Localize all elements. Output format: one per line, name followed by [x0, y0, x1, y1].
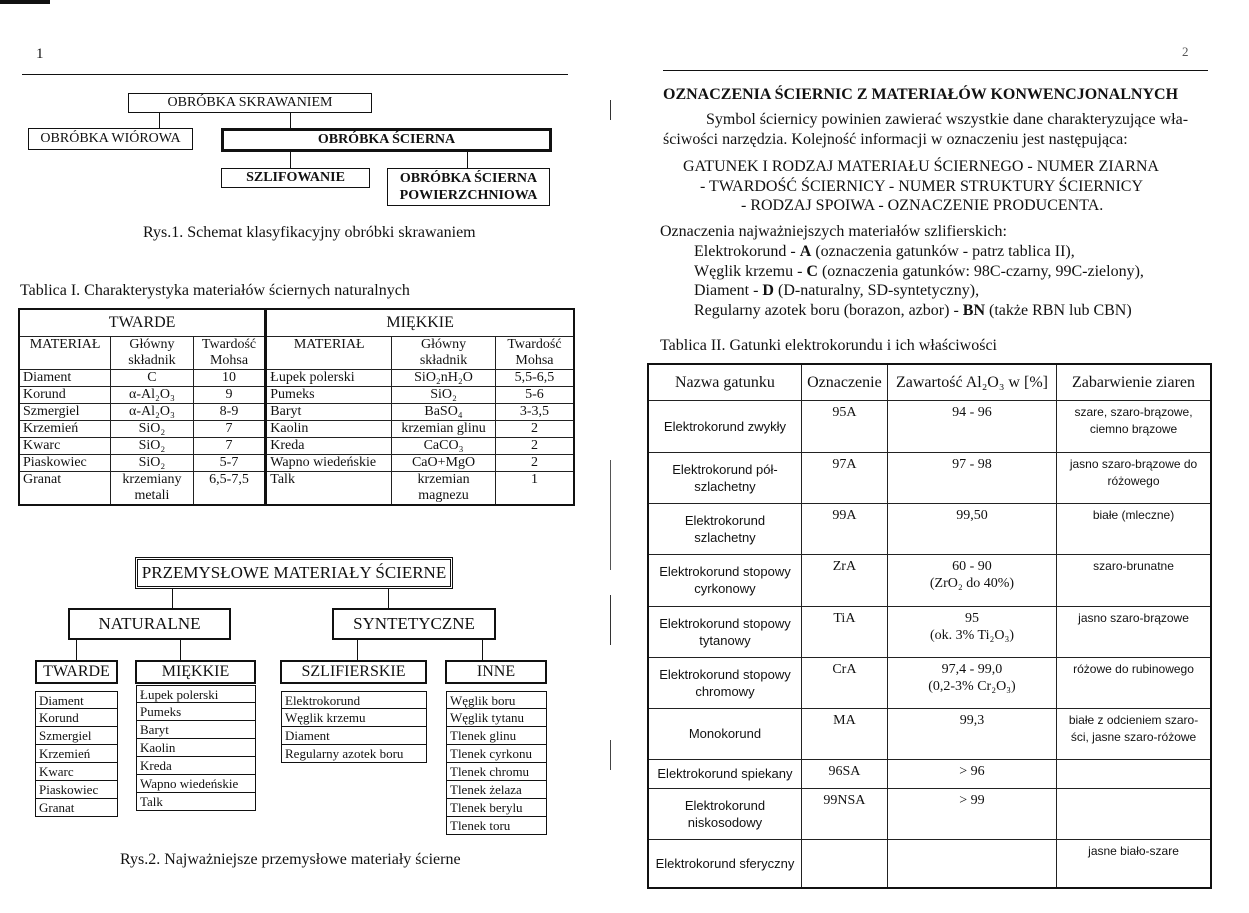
grade-name: Elektrokorund pół-szlachetny: [648, 452, 801, 503]
mark-name: Regularny azotek boru (borazon, azbor) -: [694, 301, 959, 319]
list-item: Elektrokorund: [281, 691, 427, 709]
table1-header-line: Mohsa: [209, 352, 249, 368]
table1-cell: Szmergiel: [19, 403, 111, 420]
table1-header-line: Główny: [420, 336, 467, 352]
grade-content-value: 60 - 90: [952, 558, 992, 574]
fig2-grinding-list: [281, 691, 427, 763]
table2-title: Tablica II. Gatunki elektrokorundu i ich właściwości: [660, 337, 997, 354]
header-rule-left: [22, 74, 568, 75]
grade-content-value: 97 - 98: [952, 456, 992, 472]
mark-note: (oznaczenia gatunków: 98C-czarny, 99C-zielony),: [821, 262, 1144, 280]
grade-content: [887, 657, 1056, 708]
mark-note: (D-naturalny, SD-syntetyczny),: [777, 282, 980, 299]
list-item: Kreda: [136, 757, 256, 775]
table1-cell: 5,5-6,5: [495, 369, 574, 386]
list-item: Kaolin: [136, 739, 256, 757]
table1-cell: SiO₂nH₂O: [392, 369, 496, 386]
grade-color: białe z odcieniem szaro-ści, jasne szaro-różowe: [1057, 708, 1211, 759]
table1-cell: α-Al₂O₃: [111, 386, 194, 403]
table1-group-hard: TWARDE: [19, 309, 266, 336]
mark-item: [694, 242, 1144, 262]
marks-intro: Oznaczenia najważniejszych materiałów szlifierskich:: [660, 223, 1007, 240]
table-row: [648, 452, 1211, 503]
table1-cell: 6,5-7,5: [193, 471, 266, 505]
table-row: [648, 657, 1211, 708]
grade-color: różowe do rubinowego: [1057, 657, 1211, 708]
table-row: [19, 369, 574, 386]
grade-name: Elektrokorund szlachetny: [648, 503, 801, 554]
table1-header-cell: [111, 336, 194, 369]
table1-header-cell: [495, 336, 574, 369]
mark-note: (także RBN lub CBN): [989, 301, 1132, 319]
table1-cell: 2: [495, 420, 574, 437]
list-item: Diament: [35, 691, 118, 709]
list-item: Talk: [136, 793, 256, 811]
table1-cell: 5-6: [495, 386, 574, 403]
grade-color: jasno szaro-brązowe do różowego: [1057, 452, 1211, 503]
table1-header-cell: [193, 336, 266, 369]
table1-header-line: Twardość: [201, 336, 257, 352]
table1-cell: krzemian glinu: [392, 420, 496, 437]
grade-content-value: 94 - 96: [952, 404, 992, 420]
grade-name: Elektrokorund stopowy tytanowy: [648, 606, 801, 657]
table1-cell: 5-7: [193, 454, 266, 471]
right-para-line1: Symbol ściernicy powinien zawierać wszystkie dane charakteryzujące wła-: [706, 111, 1189, 128]
table1-header-cell: [266, 336, 392, 369]
right-heading: OZNACZENIA ŚCIERNIC Z MATERIAŁÓW KONWENCJONALNYCH: [663, 86, 1179, 103]
fig2-caption: Rys.2. Najważniejsze przemysłowe materiały ścierne: [120, 851, 461, 868]
table1-cell: 7: [193, 420, 266, 437]
grade-content-value: > 99: [959, 792, 985, 808]
table1-cell: BaSO₄: [392, 403, 496, 420]
table1-cell: 1: [495, 471, 574, 505]
table1-header-line: MATERIAŁ: [29, 336, 101, 352]
list-item: Tlenek glinu: [446, 727, 547, 745]
list-item: Tlenek berylu: [446, 799, 547, 817]
list-item: Korund: [35, 709, 118, 727]
fig1-child2-box: OBRÓBKA ŚCIERNA POWIERZCHNIOWA: [387, 168, 550, 206]
mark-note: (oznaczenia gatunków - patrz tablica II),: [815, 243, 1075, 260]
table1-header-cell: [19, 336, 111, 369]
table-row: [19, 420, 574, 437]
fig2-other-box: INNE: [445, 660, 547, 684]
table1-cell: Krzemień: [19, 420, 111, 437]
list-item: Regularny azotek boru: [281, 745, 427, 763]
table1-cell: C: [111, 369, 194, 386]
list-item: Tlenek żelaza: [446, 781, 547, 799]
list-item: Baryt: [136, 721, 256, 739]
table1-cell: Baryt: [266, 403, 392, 420]
grade-color: szare, szaro-brązowe, ciemno brązowe: [1057, 400, 1211, 452]
table1-header-line: składnik: [128, 352, 176, 368]
list-item: Węglik krzemu: [281, 709, 427, 727]
grade-name: Elektrokorund zwykły: [648, 400, 801, 452]
table1-header-line: Główny: [129, 336, 175, 352]
table1-header-cell: [392, 336, 496, 369]
table1-cell: krzemiany metali: [111, 471, 194, 505]
table1-cell: Diament: [19, 369, 111, 386]
grade-content: [887, 759, 1056, 788]
grade-name: Monokorund: [648, 708, 801, 759]
fig1-child1-box: SZLIFOWANIE: [221, 168, 370, 188]
list-item: Krzemień: [35, 745, 118, 763]
list-item: Kwarc: [35, 763, 118, 781]
grade-code: MA: [801, 708, 887, 759]
grade-name: Elektrokorund niskosodowy: [648, 788, 801, 839]
table1-cell: Wapno wiedeńskie: [266, 454, 392, 471]
list-item: Wapno wiedeńskie: [136, 775, 256, 793]
mark-name: Elektrokorund -: [694, 243, 796, 260]
fig1-right-box: OBRÓBKA ŚCIERNA: [221, 128, 552, 152]
table2-header-cell: Zabarwienie ziaren: [1057, 364, 1211, 400]
table2-header-cell: Zawartość Al₂O₃ w [%]: [887, 364, 1056, 400]
table-row: [19, 454, 574, 471]
page-divider: [610, 100, 611, 120]
grade-name: Elektrokorund stopowy chromowy: [648, 657, 801, 708]
table-row: [648, 708, 1211, 759]
grade-content-note: (ZrO₂ do 40%): [929, 575, 1015, 591]
list-item: Tlenek cyrkonu: [446, 745, 547, 763]
table1-cell: Pumeks: [266, 386, 392, 403]
grade-content: [887, 788, 1056, 839]
grade-name: Elektrokorund spiekany: [648, 759, 801, 788]
grade-color: [1057, 788, 1211, 839]
fig1-root-box: OBRÓBKA SKRAWANIEM: [128, 93, 372, 113]
fig2-natural-box: NATURALNE: [68, 608, 231, 640]
fig1-caption: Rys.1. Schemat klasyfikacyjny obróbki skrawaniem: [143, 224, 476, 241]
grade-content-value: 95: [964, 610, 979, 626]
fig1-left-box: OBRÓBKA WIÓROWA: [28, 128, 193, 150]
mark-code: BN: [962, 301, 986, 319]
fig2-synthetic-box: SYNTETYCZNE: [332, 608, 496, 640]
table1-cell: α-Al₂O₃: [111, 403, 194, 420]
table-row: [648, 788, 1211, 839]
grade-color: jasno szaro-brązowe: [1057, 606, 1211, 657]
fig2-soft-list: [136, 685, 256, 811]
fig2-grinding-box: SZLIFIERSKIE: [280, 660, 427, 684]
grade-code: 97A: [801, 452, 887, 503]
grade-content-note: (ok. 3% Ti₂O₃): [929, 627, 1014, 643]
table1-cell: SiO₂: [111, 437, 194, 454]
table-row: [19, 403, 574, 420]
grade-color: białe (mleczne): [1057, 503, 1211, 554]
grade-code: 99NSA: [801, 788, 887, 839]
table1-cell: 9: [193, 386, 266, 403]
list-item: Piaskowiec: [35, 781, 118, 799]
table2-header-cell: Nazwa gatunku: [648, 364, 801, 400]
list-item: Łupek polerski: [136, 685, 256, 703]
grade-content-value: 97,4 - 99,0: [941, 661, 1003, 677]
marks-list: [694, 242, 1144, 320]
grade-content: [887, 452, 1056, 503]
mark-code: D: [762, 282, 774, 299]
grade-content: [887, 839, 1056, 888]
grade-code: 95A: [801, 400, 887, 452]
page-number-left: 1: [36, 46, 44, 62]
fig2-other-list: [446, 691, 547, 835]
page-divider: [610, 460, 611, 570]
grade-content: [887, 708, 1056, 759]
table-row: [648, 503, 1211, 554]
table-row: [19, 471, 574, 505]
grade-content: [887, 503, 1056, 554]
table2-header-cell: Oznaczenie: [801, 364, 887, 400]
mark-item: [694, 301, 1144, 321]
mark-name: Węglik krzemu -: [694, 262, 803, 280]
grade-content-value: 99,3: [959, 712, 985, 728]
mark-item: [694, 262, 1144, 282]
right-para-line2: ściwości narzędzia. Kolejność informacji w oznaczeniu jest następująca:: [663, 131, 1128, 148]
grade-color: szaro-brunatne: [1057, 554, 1211, 606]
table1-header-line: Twardość: [507, 336, 562, 352]
fig2-hard-box: TWARDE: [35, 660, 118, 684]
scan-edge-mark: [0, 0, 50, 4]
grade-content: [887, 400, 1056, 452]
table1-cell: Piaskowiec: [19, 454, 111, 471]
table1-cell: 10: [193, 369, 266, 386]
table1-cell: SiO₂: [392, 386, 496, 403]
table-row: [648, 554, 1211, 606]
table2: [647, 363, 1212, 889]
grade-color: [1057, 759, 1211, 788]
table-row: [648, 606, 1211, 657]
table1-cell: 3-3,5: [495, 403, 574, 420]
table1-cell: Kaolin: [266, 420, 392, 437]
page-number-right: 2: [1182, 44, 1189, 59]
table1-header-line: MATERIAŁ: [293, 336, 365, 352]
sequence-line1: GATUNEK I RODZAJ MATERIAŁU ŚCIERNEGO - NUMER ZIARNA: [683, 158, 1159, 175]
list-item: Szmergiel: [35, 727, 118, 745]
grade-content-value: > 96: [959, 763, 985, 779]
grade-code: 96SA: [801, 759, 887, 788]
list-item: Diament: [281, 727, 427, 745]
table1-cell: CaCO₃: [392, 437, 496, 454]
grade-code: TiA: [801, 606, 887, 657]
table1-cell: Talk: [266, 471, 392, 505]
list-item: Węglik tytanu: [446, 709, 547, 727]
grade-code: ZrA: [801, 554, 887, 606]
table1-cell: CaO+MgO: [392, 454, 496, 471]
table-row: [648, 839, 1211, 888]
table1-title: Tablica I. Charakterystyka materiałów ściernych naturalnych: [20, 282, 410, 299]
list-item: Tlenek toru: [446, 817, 547, 835]
grade-content-note: (0,2-3% Cr₂O₃): [928, 678, 1016, 694]
table1-cell: SiO₂: [111, 420, 194, 437]
grade-name: Elektrokorund sferyczny: [648, 839, 801, 888]
table-row: [648, 400, 1211, 452]
list-item: Węglik boru: [446, 691, 547, 709]
grade-content: [887, 606, 1056, 657]
table1-group-soft: MIĘKKIE: [266, 309, 574, 336]
table-row: [19, 437, 574, 454]
table1-cell: SiO₂: [111, 454, 194, 471]
table1-cell: Granat: [19, 471, 111, 505]
sequence-line2: - TWARDOŚĆ ŚCIERNICY - NUMER STRUKTURY ŚCIERNICY: [700, 178, 1143, 195]
fig2-soft-box: MIĘKKIE: [135, 660, 256, 684]
list-item: Tlenek chromu: [446, 763, 547, 781]
sequence-line3: - RODZAJ SPOIWA - OZNACZENIE PRODUCENTA.: [741, 197, 1104, 214]
table1-cell: 8-9: [193, 403, 266, 420]
list-item: Granat: [35, 799, 118, 817]
mark-item: [694, 281, 1144, 301]
grade-content: [887, 554, 1056, 606]
table1-cell: 2: [495, 437, 574, 454]
table-row: [19, 386, 574, 403]
table1-cell: Kwarc: [19, 437, 111, 454]
table1-header-line: Mohsa: [515, 352, 554, 368]
table1-cell: krzemian magnezu: [392, 471, 496, 505]
grade-code: [801, 839, 887, 888]
table1-header-line: składnik: [419, 352, 468, 368]
table1-cell: 7: [193, 437, 266, 454]
grade-code: CrA: [801, 657, 887, 708]
header-rule-right: [663, 70, 1208, 71]
table1-cell: Łupek polerski: [266, 369, 392, 386]
table1-cell: Korund: [19, 386, 111, 403]
fig2-root-box: PRZEMYSŁOWE MATERIAŁY ŚCIERNE: [135, 557, 453, 589]
table-row: [648, 759, 1211, 788]
grade-code: 99A: [801, 503, 887, 554]
page-divider: [610, 595, 611, 645]
table1-cell: 2: [495, 454, 574, 471]
grade-content-value: 99,50: [956, 507, 988, 523]
grade-name: Elektrokorund stopowy cyrkonowy: [648, 554, 801, 606]
page-divider: [610, 740, 611, 770]
table1-cell: Kreda: [266, 437, 392, 454]
table1: [18, 308, 575, 506]
mark-code: A: [799, 243, 812, 260]
mark-name: Diament -: [694, 282, 759, 299]
fig2-hard-list: [35, 691, 118, 817]
grade-color: jasne biało-szare: [1057, 839, 1211, 888]
list-item: Pumeks: [136, 703, 256, 721]
mark-code: C: [806, 262, 818, 280]
